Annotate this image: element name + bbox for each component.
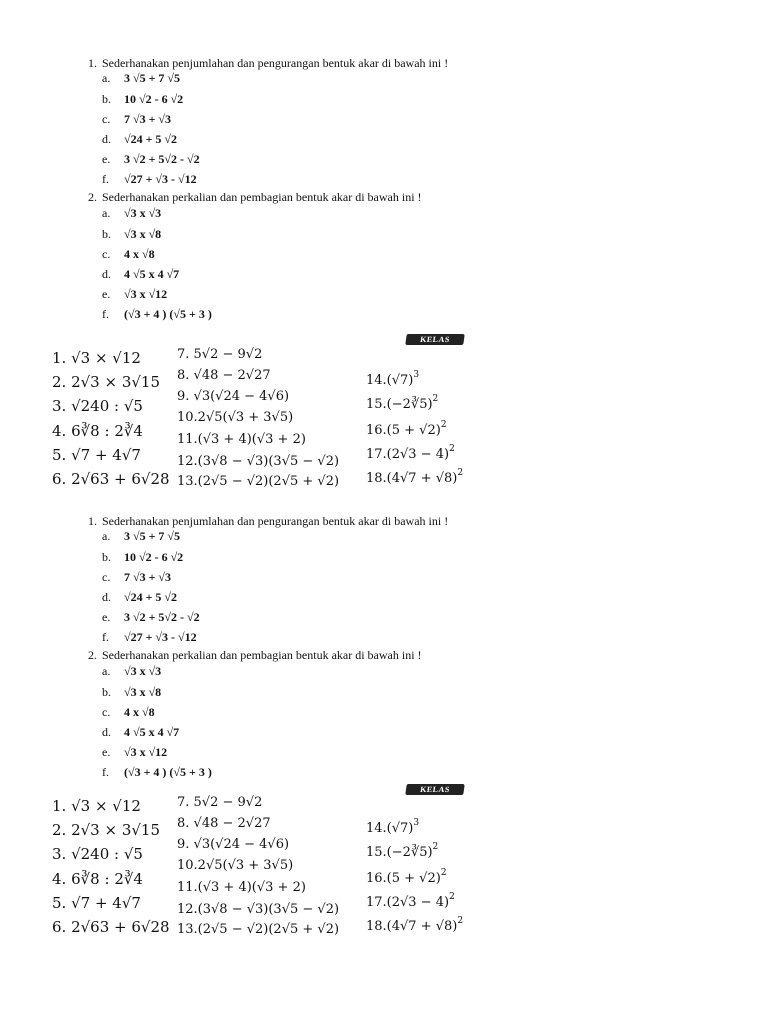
q1-item-b: b. 10 √2 - 6 √2 [102, 550, 184, 564]
question-2-heading: 2. Sederhanakan perkalian dan pembagian bentuk akar di bawah ini ! [88, 648, 422, 662]
exercise-8: 8. √48 − 2√27 [177, 816, 271, 831]
exercise-4: 4. 6∛8 : 2∛4 [52, 870, 143, 888]
exercise-14: $14.(√7)^3$ [366, 818, 420, 836]
exercise-5: 5. √7 + 4√7 [52, 894, 141, 912]
q2-item-d: d. 4 √5 x 4 √7 [102, 267, 180, 281]
q1-item-d: d. √24 + 5 √2 [102, 132, 178, 146]
exercise-7: 7. 5√2 − 9√2 [177, 795, 263, 810]
exercise-13: 13.(2√5 − √2)(2√5 + √2) [177, 922, 340, 937]
exercise-15: 15.(−2∛5)$^2$ [366, 394, 439, 412]
exercise-6: 6. 2√63 + 6√28 [52, 918, 170, 936]
q2-item-c: c. 4 x √8 [102, 247, 155, 261]
exercise-10: 10.2√5(√3 + 3√5) [177, 410, 294, 425]
exercise-17: $17.(2√3 - 4)^2$ [366, 444, 455, 462]
exercise-3: 3. √240 : √5 [52, 397, 143, 415]
exercise-8: 8. √48 − 2√27 [177, 368, 271, 383]
q2-item-e: e. √3 x √12 [102, 745, 168, 759]
q2-item-b: b. √3 x √8 [102, 227, 162, 241]
q1-item-c: c. 7 √3 + √3 [102, 570, 172, 584]
exercise-2: 2. 2√3 × 3√15 [52, 373, 161, 391]
q2-item-f: f. (√3 + 4 ) (√5 + 3 ) [102, 307, 212, 321]
exercise-7: 7. 5√2 − 9√2 [177, 347, 263, 362]
q1-item-c: c. 7 √3 + √3 [102, 112, 172, 126]
question-1-heading: 1. Sederhanakan penjumlahan dan pengurangan bentuk akar di bawah ini ! [88, 514, 449, 528]
q1-item-d: d. √24 + 5 √2 [102, 590, 178, 604]
exercise-1: 1. √3 × √12 [52, 349, 141, 367]
question-2-heading: 2. Sederhanakan perkalian dan pembagian bentuk akar di bawah ini ! [88, 190, 422, 204]
exercise-2: 2. 2√3 × 3√15 [52, 821, 161, 839]
q2-item-d: d. 4 √5 x 4 √7 [102, 725, 180, 739]
q1-item-a: a. 3 √5 + 7 √5 [102, 71, 181, 85]
question-1-heading: 1. Sederhanakan penjumlahan dan pengurangan bentuk akar di bawah ini ! [88, 56, 449, 70]
q2-item-e: e. √3 x √12 [102, 287, 168, 301]
exercise-5: 5. √7 + 4√7 [52, 446, 141, 464]
q2-item-a: a. √3 x √3 [102, 206, 162, 220]
q1-item-a: a. 3 √5 + 7 √5 [102, 529, 181, 543]
q2-item-a: a. √3 x √3 [102, 664, 162, 678]
exercise-11: 11.(√3 + 4)(√3 + 2) [177, 880, 306, 895]
exercise-13: 13.(2√5 − √2)(2√5 + √2) [177, 474, 340, 489]
exercise-16: $16.(5 + √2)^2$ [366, 420, 447, 438]
q1-item-b: b. 10 √2 - 6 √2 [102, 92, 184, 106]
stamp-logo: KELAS ONLINE [405, 784, 465, 795]
exercise-11: 11.(√3 + 4)(√3 + 2) [177, 432, 306, 447]
exercise-15: 15.(−2∛5)$^2$ [366, 842, 439, 860]
stamp-logo: KELAS ONLINE [405, 334, 465, 345]
exercise-3: 3. √240 : √5 [52, 845, 143, 863]
worksheet-block-top [0, 0, 768, 489]
exercise-12: 12.(3√8 − √3)(3√5 − √2) [177, 902, 340, 917]
q1-item-e: e. 3 √2 + 5√2 - √2 [102, 152, 200, 166]
exercise-1: 1. √3 × √12 [52, 797, 141, 815]
exercise-4: 4. 6∛8 : 2∛4 [52, 422, 143, 440]
q1-item-f: f. √27 + √3 - √12 [102, 172, 197, 186]
exercise-14: $14.(√7)^3$ [366, 370, 420, 388]
exercise-17: $17.(2√3 - 4)^2$ [366, 892, 455, 910]
q2-item-c: c. 4 x √8 [102, 705, 155, 719]
exercise-6: 6. 2√63 + 6√28 [52, 470, 170, 488]
exercise-18: $18.(4√7 + √8)^2$ [366, 468, 464, 486]
q2-item-b: b. √3 x √8 [102, 685, 162, 699]
exercise-9: 9. √3(√24 − 4√6) [177, 389, 290, 404]
q2-item-f: f. (√3 + 4 ) (√5 + 3 ) [102, 765, 212, 779]
exercise-12: 12.(3√8 − √3)(3√5 − √2) [177, 454, 340, 469]
worksheet-block-bottom [0, 458, 768, 937]
q1-item-f: f. √27 + √3 - √12 [102, 630, 197, 644]
exercise-10: 10.2√5(√3 + 3√5) [177, 858, 294, 873]
exercise-18: $18.(4√7 + √8)^2$ [366, 916, 464, 934]
exercise-9: 9. √3(√24 − 4√6) [177, 837, 290, 852]
exercise-16: $16.(5 + √2)^2$ [366, 868, 447, 886]
q1-item-e: e. 3 √2 + 5√2 - √2 [102, 610, 200, 624]
